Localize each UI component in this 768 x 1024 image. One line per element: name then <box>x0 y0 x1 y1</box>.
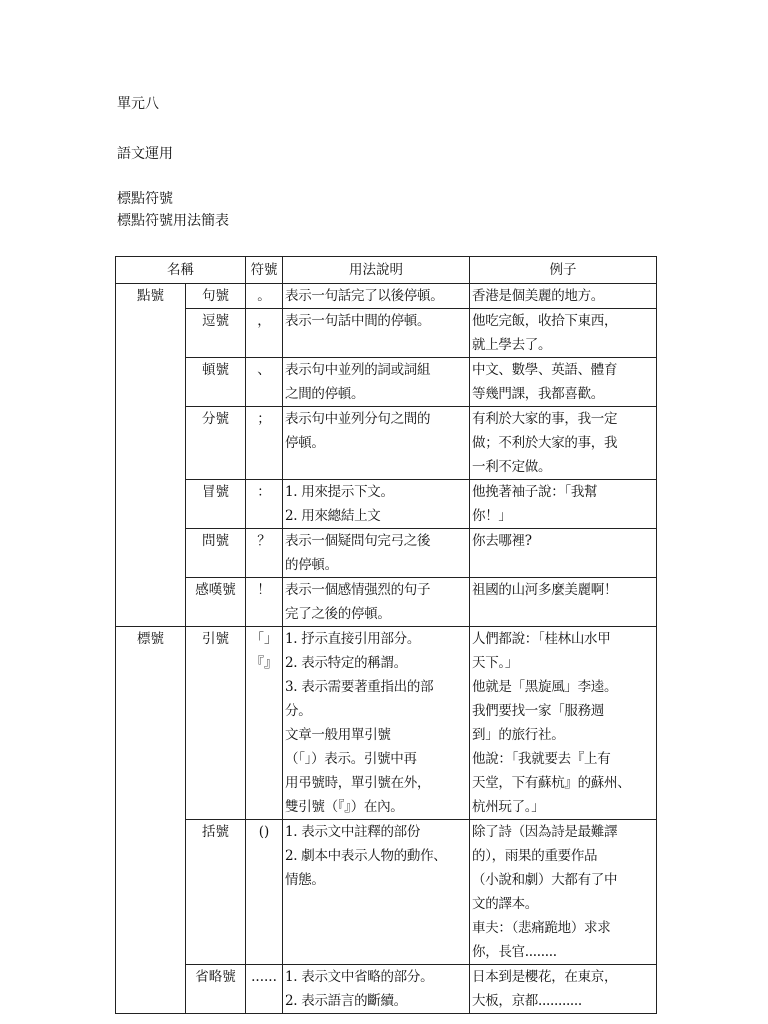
column-header-usage: 用法說明 <box>283 257 470 284</box>
cell-line: 你去哪裡? <box>472 533 532 549</box>
usage-cell <box>283 578 470 627</box>
punctuation-name-cell: 逗號 <box>186 309 246 358</box>
cell-line: 我們要找一家「服務週 <box>472 703 604 719</box>
table-row <box>116 309 657 358</box>
symbol-cell <box>246 529 283 578</box>
usage-cell <box>283 965 470 1014</box>
cell-line: 。 <box>257 288 271 304</box>
example-cell <box>470 529 657 578</box>
punctuation-name-cell: 引號 <box>186 627 246 820</box>
cell-line: 他挽著袖子說：「我幫 <box>472 484 598 500</box>
example-cell <box>470 820 657 965</box>
table-row <box>116 965 657 1014</box>
cell-line: 就上學去了。 <box>472 337 552 353</box>
cell-line: ， <box>257 313 271 329</box>
cell-line: 2. 劇本中表示人物的動作、 <box>285 848 447 864</box>
cell-line: 一利不定做。 <box>472 459 552 475</box>
category-cell: 標號 <box>116 627 186 1014</box>
usage-cell <box>283 284 470 309</box>
cell-line: () <box>258 824 270 840</box>
table-row <box>116 529 657 578</box>
cell-line: 祖國的山河多麼美麗啊！ <box>472 582 618 598</box>
symbol-cell <box>246 284 283 309</box>
cell-line: 文的譯本。 <box>472 896 538 912</box>
cell-line: 完了之後的停頓。 <box>285 606 391 622</box>
cell-line: 1. 用來提示下文。 <box>285 484 394 500</box>
usage-cell <box>283 820 470 965</box>
cell-line: 杭州玩了。」 <box>472 799 545 815</box>
cell-line: 他吃完飯，收拾下東西， <box>472 313 618 329</box>
table-row <box>116 284 657 309</box>
cell-line: （小說和劇）大都有了中 <box>472 872 618 888</box>
table-row <box>116 407 657 480</box>
cell-line: 有利於大家的事，我一定 <box>472 411 618 427</box>
unit-title: 單元八 <box>117 96 159 112</box>
cell-line: 人們都說：「桂林山水甲 <box>472 631 611 647</box>
symbol-cell <box>246 358 283 407</box>
column-header-name: 名稱 <box>116 257 246 284</box>
symbol-cell <box>246 407 283 480</box>
cell-line: 2. 用來總結上文 <box>285 508 381 524</box>
cell-line: 表示一個疑問句完弓之後 <box>285 533 431 549</box>
symbol-cell <box>246 309 283 358</box>
cell-line: 的），雨果的重要作品 <box>472 848 598 864</box>
usage-cell <box>283 480 470 529</box>
cell-line: ； <box>257 411 271 427</box>
cell-line: 1. 表示文中註釋的部份 <box>285 824 421 840</box>
cell-line: 1. 抒示直接引用部分。 <box>285 631 421 647</box>
example-cell <box>470 627 657 820</box>
cell-line: ： <box>257 484 271 500</box>
usage-cell <box>283 529 470 578</box>
cell-line: 他就是「黑旋風」李逵。 <box>472 679 618 695</box>
example-cell <box>470 578 657 627</box>
usage-cell <box>283 407 470 480</box>
cell-line: 大板，京都........... <box>472 993 582 1009</box>
example-cell <box>470 309 657 358</box>
cell-line: 天下。」 <box>472 655 519 671</box>
punctuation-name-cell: 句號 <box>186 284 246 309</box>
cell-line: 之間的停頓。 <box>285 386 365 402</box>
category-cell: 點號 <box>116 284 186 627</box>
cell-line: 1. 表示文中省略的部分。 <box>285 969 434 985</box>
usage-cell <box>283 627 470 820</box>
cell-line: 2. 表示語言的斷續。 <box>285 993 407 1009</box>
cell-line: 表示句中並列分句之間的 <box>285 411 431 427</box>
example-cell <box>470 407 657 480</box>
cell-line: 雙引號（『』）在內。 <box>285 799 404 815</box>
section-title: 語文運用 <box>117 146 173 162</box>
table-body <box>116 284 657 1014</box>
punctuation-name-cell: 頓號 <box>186 358 246 407</box>
cell-line: 表示句中並列的詞或詞組 <box>285 362 431 378</box>
cell-line: 到」的旅行社。 <box>472 727 565 743</box>
cell-line: 2. 表示特定的稱謂。 <box>285 655 407 671</box>
usage-cell <box>283 358 470 407</box>
cell-line: 他說：「我就要去『上有 <box>472 751 611 767</box>
example-cell <box>470 284 657 309</box>
cell-line: 天堂，下有蘇杭』的蘇州、 <box>472 775 631 791</box>
cell-line: 做；不利於大家的事，我 <box>472 435 618 451</box>
punctuation-name-cell: 問號 <box>186 529 246 578</box>
cell-line: 文章一般用單引號 <box>285 727 391 743</box>
symbol-cell <box>246 627 283 820</box>
punctuation-table <box>115 256 657 1014</box>
table-row <box>116 480 657 529</box>
cell-line: （「」）表示。引號中再 <box>285 751 417 767</box>
example-cell <box>470 480 657 529</box>
cell-line: 「」 <box>250 631 278 647</box>
column-header-symbol: 符號 <box>246 257 283 284</box>
example-cell <box>470 358 657 407</box>
table-row <box>116 358 657 407</box>
cell-line: ...... <box>251 969 277 985</box>
cell-line: 的停頓。 <box>285 557 338 573</box>
cell-line: 3. 表示需要著重指出的部 <box>285 679 434 695</box>
cell-line: 分。 <box>285 703 312 719</box>
symbol-cell <box>246 480 283 529</box>
cell-line: 你，長官........ <box>472 944 557 960</box>
cell-line: 表示一句話完了以後停頓。 <box>285 288 444 304</box>
cell-line: 『』 <box>250 655 278 671</box>
cell-line: 等幾門課，我都喜歡。 <box>472 386 604 402</box>
symbol-cell <box>246 820 283 965</box>
table-row <box>116 578 657 627</box>
symbol-cell <box>246 965 283 1014</box>
cell-line: 車夫：（悲痛跪地）求求 <box>472 920 611 936</box>
punctuation-name-cell: 分號 <box>186 407 246 480</box>
usage-cell <box>283 309 470 358</box>
example-cell <box>470 965 657 1014</box>
symbol-cell <box>246 578 283 627</box>
punctuation-name-cell: 省略號 <box>186 965 246 1014</box>
cell-line: 、 <box>257 362 271 378</box>
punctuation-name-cell: 冒號 <box>186 480 246 529</box>
cell-line: 香港是個美麗的地方。 <box>472 288 604 304</box>
cell-line: 表示一個感情强烈的句子 <box>285 582 431 598</box>
table-row <box>116 627 657 820</box>
cell-line: 中文、數學、英語、體育 <box>472 362 618 378</box>
cell-line: 停頓。 <box>285 435 325 451</box>
table-row <box>116 820 657 965</box>
cell-line: 情態。 <box>285 872 325 888</box>
cell-line: 表示一句話中間的停頓。 <box>285 313 431 329</box>
cell-line: 你！」 <box>472 508 512 524</box>
cell-line: ？ <box>257 533 271 549</box>
cell-line: 除了詩（因為詩是最難譯 <box>472 824 618 840</box>
column-header-example: 例子 <box>470 257 657 284</box>
topic-title: 標點符號 <box>117 191 173 207</box>
punctuation-name-cell: 感嘆號 <box>186 578 246 627</box>
cell-line: 用弔號時，單引號在外， <box>285 775 431 791</box>
cell-line: 日本到是櫻花，在東京， <box>472 969 618 985</box>
table-header-row <box>116 257 657 284</box>
cell-line: ！ <box>257 582 271 598</box>
table-caption: 標點符號用法簡表 <box>117 213 229 229</box>
punctuation-name-cell: 括號 <box>186 820 246 965</box>
